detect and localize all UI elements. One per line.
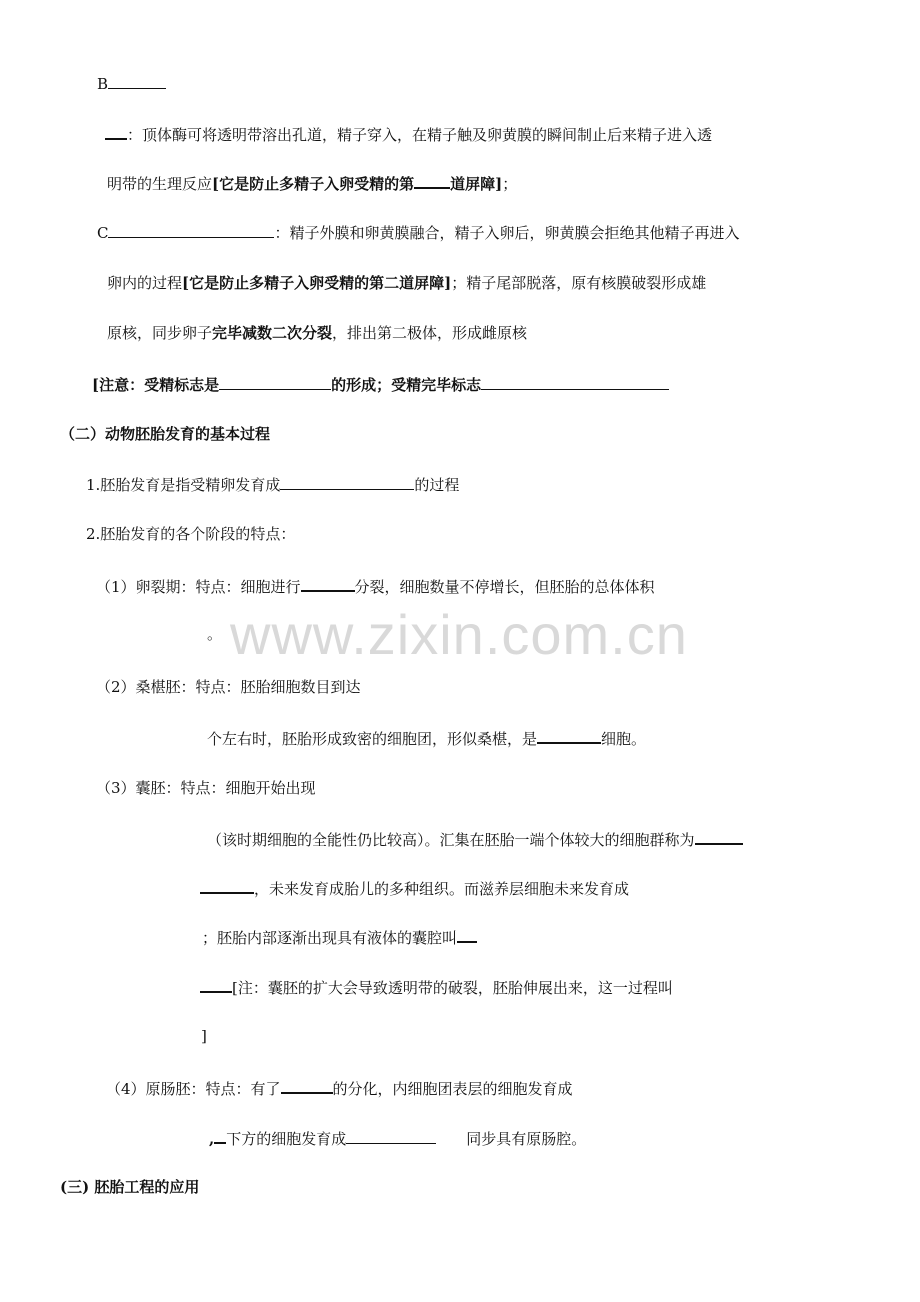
attention-note-1: [注意：受精标志是	[92, 376, 220, 394]
stage-2-text-c: 细胞。	[601, 730, 647, 748]
list-item-1	[86, 474, 459, 495]
blank[interactable]	[200, 877, 254, 894]
blank[interactable]	[481, 374, 669, 390]
stage-4-text-b: 的分化，内细胞团表层的细胞发育成	[332, 1080, 573, 1098]
stage-4-text-d: 下方的细胞发育成	[226, 1130, 347, 1148]
item-c-line-2	[107, 273, 706, 293]
stage-4-text-a: （4）原肠胚：特点：有了	[106, 1080, 281, 1098]
stage-3-text-e: [注：囊胚的扩大会导致透明带的破裂，胚胎伸展出来，这一过程叫	[232, 979, 673, 997]
item-c-text-2a: 卵内的过程	[107, 274, 183, 292]
watermark: www.zixin.com.cn	[230, 603, 688, 666]
item-b-end: ；	[502, 175, 518, 193]
blank[interactable]	[457, 926, 477, 943]
blank[interactable]	[695, 828, 743, 845]
stage-3-line-5	[200, 976, 673, 998]
list-item-2: 2.胚胎发育的各个阶段的特点：	[86, 525, 296, 543]
stage-1-text-b: 分裂，细胞数量不停增长，但胚胎的总体体积	[354, 578, 655, 596]
item-c-text-2b: ；精子尾部脱落，原有核膜破裂形成雄	[451, 274, 707, 292]
stage-3-line-4	[202, 926, 477, 948]
item-c-text-3c: ，排出第二极体，形成雌原核	[332, 324, 528, 342]
list-item-1-end: 的过程	[414, 476, 460, 494]
stage-4-comma: ,	[209, 1130, 215, 1148]
item-c-text-3b: 完毕减数二次分裂	[212, 324, 333, 342]
stage-2-line: （2）桑椹胚：特点：胚胎细胞数目到达	[96, 678, 361, 696]
stage-4-line	[106, 1077, 573, 1099]
blank[interactable]	[105, 123, 127, 140]
section-heading-3: (三) 胚胎工程的应用	[60, 1178, 200, 1196]
stage-1-end: 。	[207, 625, 223, 643]
item-b-label-line	[97, 73, 166, 94]
stage-2-text-b: 个左右时，胚胎形成致密的细胞团，形似桑椹，是	[207, 730, 538, 748]
item-c-text-3a: 原核，同步卵子	[107, 324, 213, 342]
blank[interactable]	[280, 474, 414, 490]
stage-3-line-3	[200, 877, 629, 899]
item-c-line-1	[97, 222, 740, 243]
attention-note	[92, 374, 669, 395]
item-b-line-1	[105, 123, 712, 145]
stage-3-text-c: ，未来发育成胎儿的多种组织。而滋养层细胞未来发育成	[254, 880, 630, 898]
blank[interactable]	[346, 1128, 436, 1144]
item-b-text-2: 明带的生理反应	[107, 175, 213, 193]
stage-2-line-2	[207, 727, 646, 749]
blank[interactable]	[108, 222, 274, 238]
stage-4-line-2	[209, 1127, 586, 1149]
blank[interactable]	[537, 727, 601, 744]
item-b-note-end: 道屏障]	[450, 175, 503, 193]
stage-3-text-b: （该时期细胞的全能性仍比较高）。汇集在胚胎一端个体较大的细胞群称为	[207, 831, 695, 849]
stage-3-line-2	[207, 828, 743, 850]
stage-1-line	[96, 575, 655, 597]
stage-1-text-a: （1）卵裂期：特点：细胞进行	[96, 578, 301, 596]
section-heading-2: （二）动物胚胎发育的基本过程	[60, 425, 271, 443]
item-c-note: [它是防止多精子入卵受精的第二道屏障]	[182, 274, 452, 292]
stage-3-line-6: ]	[201, 1027, 207, 1045]
blank[interactable]	[214, 1127, 226, 1144]
attention-note-2: 的形成；受精完毕标志	[331, 376, 482, 394]
blank[interactable]	[200, 976, 232, 993]
blank[interactable]	[108, 73, 166, 89]
item-c-text: ：精子外膜和卵黄膜融合，精子入卵后，卵黄膜会拒绝其他精子再进入	[274, 224, 740, 242]
stage-3-text-d: ；胚胎内部逐渐出现具有液体的囊腔叫	[202, 929, 458, 947]
item-b-note: [它是防止多精子入卵受精的第	[212, 175, 415, 193]
item-c-line-3	[107, 323, 527, 343]
blank[interactable]	[281, 1077, 333, 1094]
blank[interactable]	[301, 575, 355, 592]
stage-4-text-e: 同步具有原肠腔。	[466, 1130, 587, 1148]
item-c-label: C	[97, 224, 109, 242]
item-b-text: ：顶体酶可将透明带溶出孔道，精子穿入，在精子触及卵黄膜的瞬间制止后来精子进入透	[127, 126, 713, 144]
stage-3-line: （3）囊胚：特点：细胞开始出现	[96, 779, 316, 797]
blank[interactable]	[414, 172, 450, 189]
item-b-line-2	[107, 172, 517, 194]
item-b-label: B	[97, 75, 109, 93]
blank[interactable]	[219, 374, 331, 390]
list-item-1-text: 1.胚胎发育是指受精卵发育成	[86, 476, 281, 494]
